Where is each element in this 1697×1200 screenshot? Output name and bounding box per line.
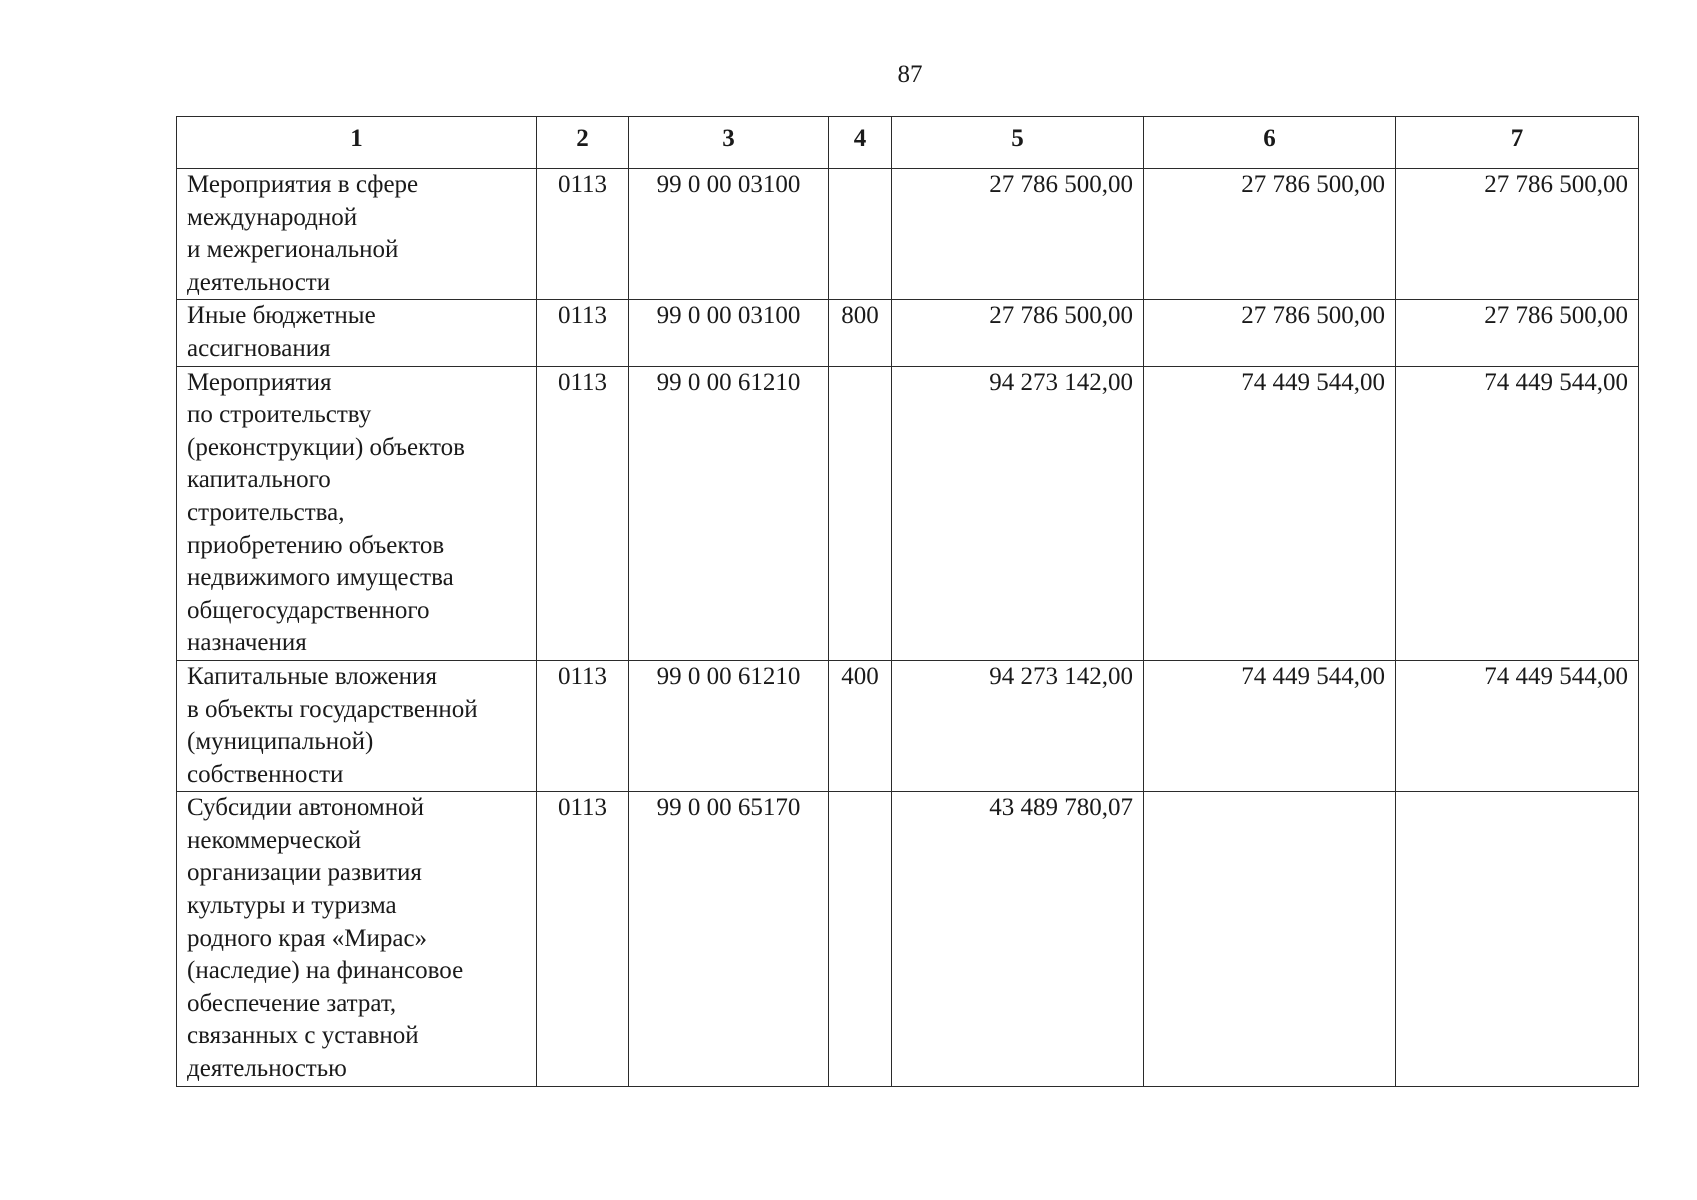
header-cell-5: 5 (892, 117, 1144, 169)
row-amount-7: 27 786 500,00 (1396, 169, 1639, 300)
table-row (177, 792, 1639, 1086)
row-expense-type: 800 (829, 300, 892, 366)
row-name: Мероприятия по строительству (реконструкции) объектов капитального строительства, приобретению объектов недвижимого имущества общегосударственного назначения (177, 366, 537, 660)
row-expense-type (829, 792, 892, 1086)
row-amount-5: 94 273 142,00 (892, 660, 1144, 791)
row-amount-6: 74 449 544,00 (1144, 660, 1396, 791)
row-amount-7: 74 449 544,00 (1396, 366, 1639, 660)
row-amount-7: 27 786 500,00 (1396, 300, 1639, 366)
header-cell-1: 1 (177, 117, 537, 169)
row-expense-type: 400 (829, 660, 892, 791)
header-cell-3: 3 (629, 117, 829, 169)
row-target-article: 99 0 00 61210 (629, 366, 829, 660)
table-row (177, 366, 1639, 660)
row-amount-6: 27 786 500,00 (1144, 169, 1396, 300)
row-name: Иные бюджетные ассигнования (177, 300, 537, 366)
table-row (177, 660, 1639, 791)
row-expense-type (829, 169, 892, 300)
row-target-article: 99 0 00 03100 (629, 169, 829, 300)
table-row (177, 169, 1639, 300)
row-name: Капитальные вложения в объекты государственной (муниципальной) собственности (177, 660, 537, 791)
header-cell-7: 7 (1396, 117, 1639, 169)
row-amount-5: 43 489 780,07 (892, 792, 1144, 1086)
row-section: 0113 (537, 660, 629, 791)
row-name: Мероприятия в сфере международной и межрегиональной деятельности (177, 169, 537, 300)
row-section: 0113 (537, 792, 629, 1086)
row-target-article: 99 0 00 65170 (629, 792, 829, 1086)
header-cell-4: 4 (829, 117, 892, 169)
row-amount-6: 27 786 500,00 (1144, 300, 1396, 366)
row-section: 0113 (537, 169, 629, 300)
table-row (177, 300, 1639, 366)
row-amount-6 (1144, 792, 1396, 1086)
row-target-article: 99 0 00 03100 (629, 300, 829, 366)
row-amount-5: 27 786 500,00 (892, 169, 1144, 300)
header-cell-6: 6 (1144, 117, 1396, 169)
row-amount-5: 27 786 500,00 (892, 300, 1144, 366)
row-amount-5: 94 273 142,00 (892, 366, 1144, 660)
row-amount-7 (1396, 792, 1639, 1086)
row-section: 0113 (537, 300, 629, 366)
header-cell-2: 2 (537, 117, 629, 169)
row-target-article: 99 0 00 61210 (629, 660, 829, 791)
row-section: 0113 (537, 366, 629, 660)
header-row (177, 117, 1639, 169)
budget-table (176, 116, 1639, 1087)
row-name: Субсидии автономной некоммерческой организации развития культуры и туризма родного края «Мирас» (наследие) на финансовое обеспечение затрат, связанных с уставной деятельностью (177, 792, 537, 1086)
row-amount-7: 74 449 544,00 (1396, 660, 1639, 791)
page-number: 87 (897, 61, 923, 88)
row-expense-type (829, 366, 892, 660)
row-amount-6: 74 449 544,00 (1144, 366, 1396, 660)
